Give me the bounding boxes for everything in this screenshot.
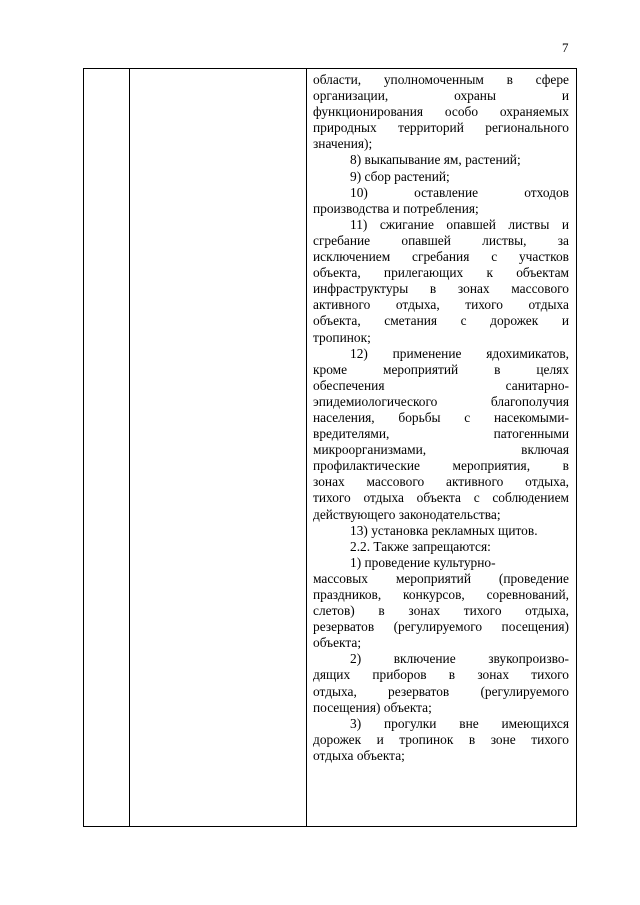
- column-divider-1: [129, 69, 130, 826]
- text-line: 2.2. Также запрещаются:: [350, 538, 491, 554]
- text-line: организации, охраны и: [313, 88, 569, 104]
- text-line: области, уполномоченным в сфере: [313, 72, 569, 87]
- text-line: кроме мероприятий в целях: [313, 361, 569, 377]
- text-line: отдыха, резерватов (регулируемого: [313, 683, 569, 699]
- text-line: сгребание опавшей листвы, за: [313, 232, 569, 248]
- text-line: 11) сжигание опавшей листвы и: [350, 216, 569, 232]
- text-line: функционирования особо охраняемых: [313, 104, 569, 120]
- text-line: массовых мероприятий (проведение: [313, 570, 569, 586]
- text-line: 9) сбор растений;: [350, 168, 450, 184]
- page-number: 7: [562, 40, 569, 55]
- text-line: дящих приборов в зонах тихого: [313, 667, 569, 683]
- text-line: эпидемиологического благополучия: [313, 393, 569, 409]
- text-line: дорожек и тропинок в зоне тихого: [313, 731, 569, 747]
- text-line: зонах массового активного отдыха,: [313, 474, 569, 490]
- text-line: объекта, прилегающих к объектам: [313, 265, 569, 281]
- document-table: [83, 68, 577, 827]
- text-line: праздников, конкурсов, соревнований,: [313, 587, 569, 602]
- text-line: природных территорий регионального: [313, 120, 569, 136]
- text-line: 1) проведение культурно-: [350, 554, 496, 570]
- text-line: 12) применение ядохимикатов,: [350, 345, 569, 361]
- text-line: производства и потребления;: [313, 200, 479, 216]
- text-line: населения, борьбы с насекомыми-: [313, 409, 569, 425]
- text-line: обеспечения санитарно-: [313, 377, 569, 393]
- text-line: исключением сгребания с участков: [313, 249, 569, 265]
- text-line: слетов) в зонах тихого отдыха,: [313, 603, 569, 619]
- text-line: действующего законодательства;: [313, 506, 501, 522]
- text-line: 3) прогулки вне имеющихся: [350, 715, 569, 731]
- text-line: профилактические мероприятия, в: [313, 458, 569, 474]
- text-line: микроорганизмами, включая: [313, 442, 569, 458]
- column-divider-2: [306, 69, 307, 826]
- text-line: посещения) объекта;: [313, 699, 432, 715]
- text-line: 10) оставление отходов: [350, 184, 569, 200]
- text-line: объекта;: [313, 635, 362, 651]
- text-line: отдыха объекта;: [313, 747, 405, 763]
- text-line: тропинок;: [313, 329, 371, 345]
- text-line: активного отдыха, тихого отдыха: [313, 297, 569, 313]
- text-line: инфраструктуры в зонах массового: [313, 281, 569, 297]
- table-cell-text: [313, 72, 569, 764]
- text-line: значения);: [313, 136, 373, 152]
- text-line: 2) включение звукопроизво-: [350, 651, 569, 667]
- text-line: объекта, сметания с дорожек и: [313, 313, 569, 329]
- text-line: 8) выкапывание ям, растений;: [350, 152, 521, 168]
- text-line: вредителями, патогенными: [313, 426, 569, 442]
- text-line: тихого отдыха объекта с соблюдением: [313, 490, 569, 506]
- text-line: резерватов (регулируемого посещения): [313, 619, 569, 635]
- text-line: 13) установка рекламных щитов.: [350, 522, 538, 538]
